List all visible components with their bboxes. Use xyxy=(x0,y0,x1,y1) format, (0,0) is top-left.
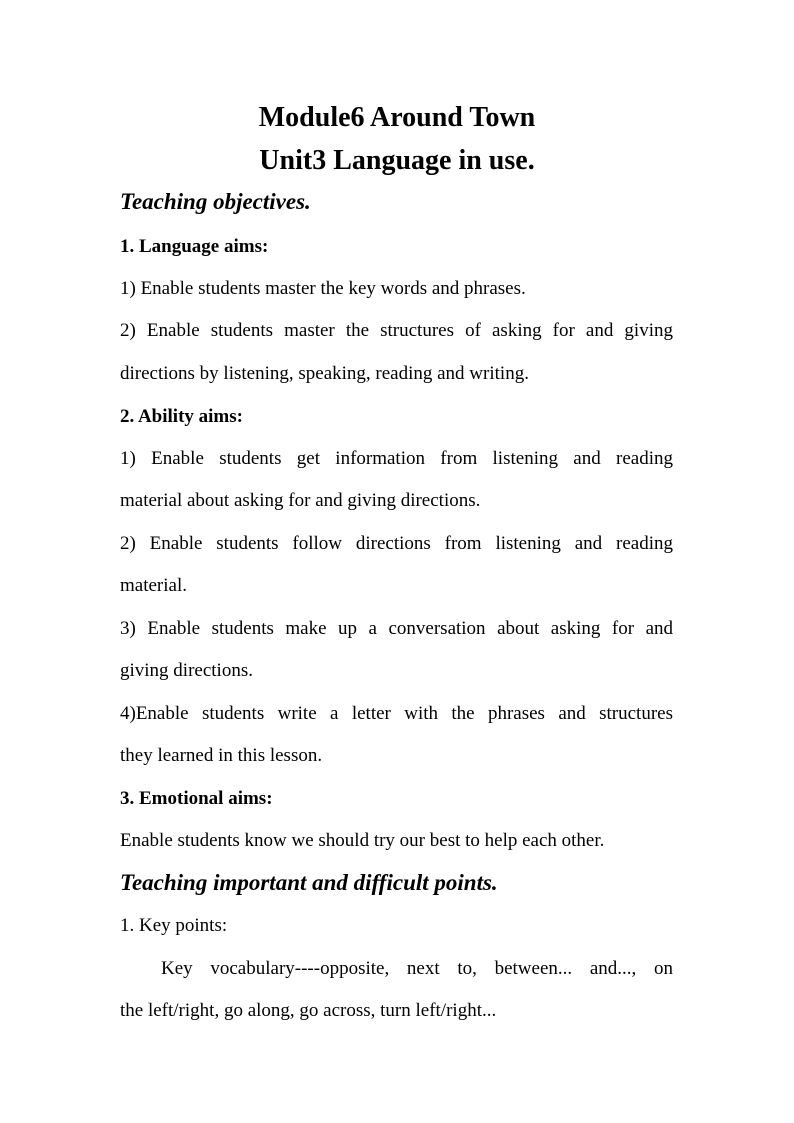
ability-aim-line: material about asking for and giving directions. xyxy=(120,490,481,511)
emotional-aims-heading: 3. Emotional aims: xyxy=(120,788,273,809)
teaching-objectives-heading: Teaching objectives. xyxy=(120,189,311,214)
ability-aims-heading: 2. Ability aims: xyxy=(120,406,243,427)
language-aim-line: 1) Enable students master the key words and phrases. xyxy=(120,278,526,299)
key-points-heading: 1. Key points: xyxy=(120,915,228,936)
language-aims-heading: 1. Language aims: xyxy=(120,236,269,257)
ability-aim-line: 1) Enable students get information from listening and reading xyxy=(120,448,673,469)
key-points-line: the left/right, go along, go across, turn left/right... xyxy=(120,1000,497,1021)
ability-aim-line: they learned in this lesson. xyxy=(120,745,323,766)
emotional-aim-line: Enable students know we should try our best to help each other. xyxy=(120,830,605,851)
document-title-line-1: Module6 Around Town xyxy=(258,102,536,133)
language-aim-line: directions by listening, speaking, reading and writing. xyxy=(120,363,529,384)
ability-aim-line: 3) Enable students make up a conversation about asking for and xyxy=(120,618,673,639)
ability-aim-line: 4)Enable students write a letter with the phrases and structures xyxy=(120,703,673,724)
key-points-line: Key vocabulary----opposite, next to, between... and..., on xyxy=(161,958,673,979)
language-aim-line: 2) Enable students master the structures of asking for and giving xyxy=(120,320,673,341)
ability-aim-line: 2) Enable students follow directions from listening and reading xyxy=(120,533,673,554)
document-title-line-2: Unit3 Language in use. xyxy=(259,145,535,176)
important-points-heading: Teaching important and difficult points. xyxy=(120,870,498,895)
ability-aim-line: material. xyxy=(120,575,187,596)
ability-aim-line: giving directions. xyxy=(120,660,253,681)
